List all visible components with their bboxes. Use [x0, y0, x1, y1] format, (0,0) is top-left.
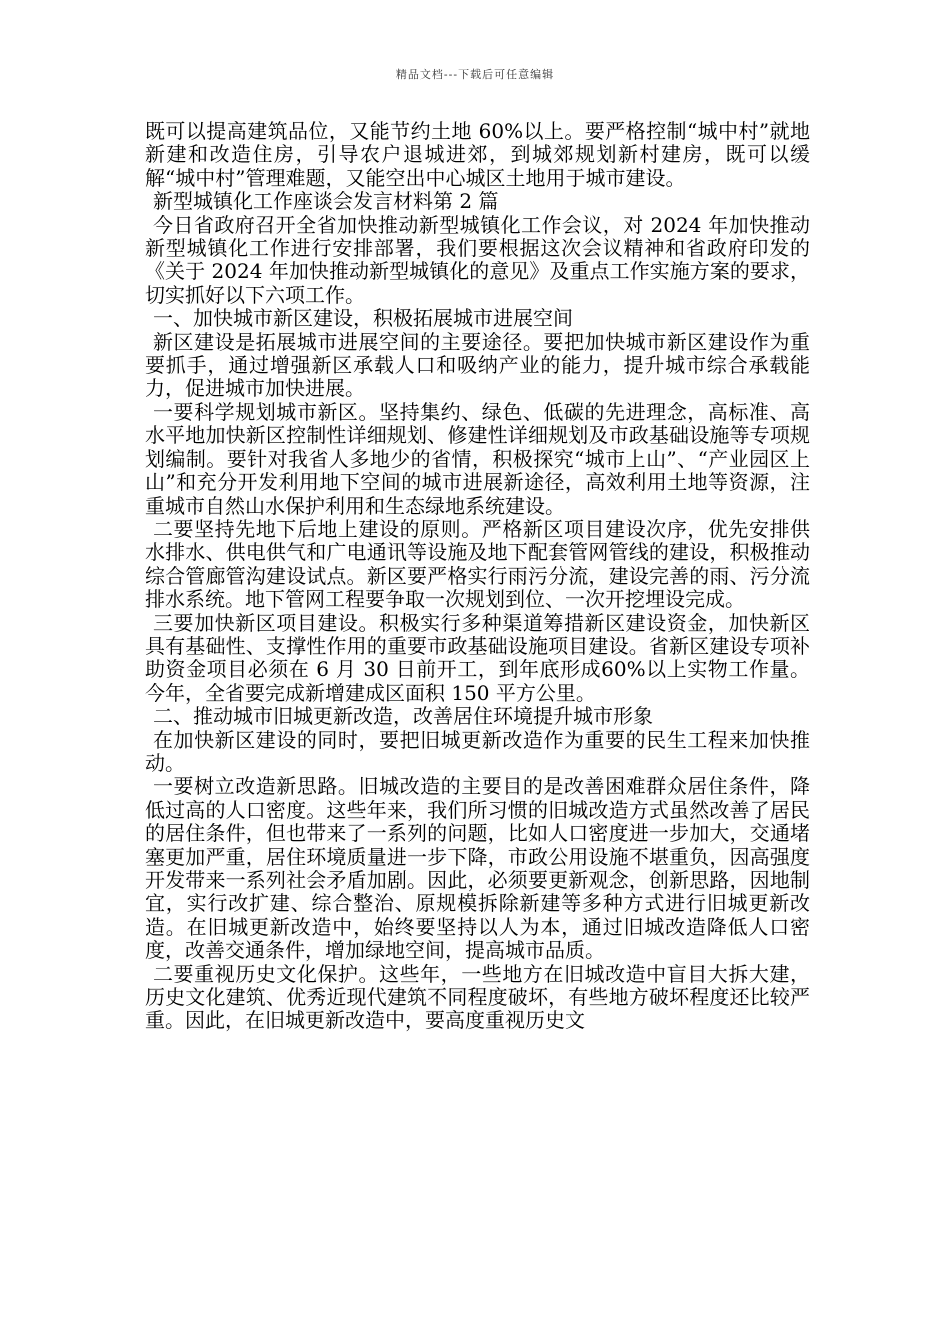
section-heading: 一、加快城市新区建设，积极拓展城市进展空间 [153, 306, 573, 331]
paragraph-continuation: 既可以提高建筑品位，又能节约土地 60%以上。要严格控制“城中村”就地新建和改造住房，引导农户退城进郊，到城郊规划新村建房，既可以缓解“城中村”管理难题，又能空出中心城区土地用于城市建设。 [145, 119, 810, 190]
paragraph: 一要科学规划城市新区。坚持集约、绿色、低碳的先进理念，高标准、高水平地加快新区控制性详细规划、修建性详细规划及市政基础设施等专项规划编制。要针对我省人多地少的省情，积极探究“城市上山”、“产业园区上山”和充分开发利用地下空间的城市进展新途径，高效利用土地等资源，注重城市自然山水保护利用和生态绿地系统建设。 [145, 399, 810, 518]
paragraph: 今日省政府召开全省加快推动新型城镇化工作会议，对 2024 年加快推动新型城镇化工作进行安排部署，我们要根据这次会议精神和省政府印发的《关于 2024 年加快推动新型城镇化的意见》及重点工作实施方案的要求，切实抓好以下六项工作。 [145, 212, 810, 307]
paragraph: 新区建设是拓展城市进展空间的主要途径。要把加快城市新区建设作为重要抓手，通过增强新区承载人口和吸纳产业的能力，提升城市综合承载能力，促进城市加快进展。 [145, 329, 810, 401]
section-title: 新型城镇化工作座谈会发言材料第 2 篇 [153, 189, 499, 214]
paragraph: 在加快新区建设的同时，要把旧城更新改造作为重要的民生工程来加快推动。 [145, 727, 810, 775]
paragraph: 三要加快新区项目建设。积极实行多种渠道筹措新区建设资金，加快新区具有基础性、支撑性作用的重要市政基础设施项目建设。省新区建设专项补助资金项目必须在 6 月 30 日前开工，到年底形成60%以上实物工作量。今年，全省要完成新增建成区面积 150 平方公里。 [145, 610, 810, 705]
section-heading: 二、推动城市旧城更新改造，改善居住环境提升城市形象 [153, 704, 653, 729]
page-header: 精品文档---下载后可任意编辑 [395, 68, 555, 81]
paragraph: 一要树立改造新思路。旧城改造的主要目的是改善困难群众居住条件，降低过高的人口密度。这些年来，我们所习惯的旧城改造方式虽然改善了居民的居住条件，但也带来了一系列的问题，比如人口密度进一步加大，交通堵塞更加严重，居住环境质量进一步下降，市政公用设施不堪重负，因高强度开发带来一系列社会矛盾加剧。因此，必须要更新观念，创新思路，因地制宜，实行改扩建、综合整治、原规模拆除新建等多种方式进行旧城更新改造。在旧城更新改造中，始终要坚持以人为本，通过旧城改造降低人口密度，改善交通条件，增加绿地空间，提高城市品质。 [145, 774, 810, 963]
paragraph: 二要重视历史文化保护。这些年，一些地方在旧城改造中盲目大拆大建，历史文化建筑、优秀近现代建筑不同程度破坏，有些地方破坏程度还比较严重。因此，在旧城更新改造中，要高度重视历史文 [145, 961, 810, 1033]
document-body [145, 120, 810, 1033]
paragraph: 二要坚持先地下后地上建设的原则。严格新区项目建设次序，优先安排供水排水、供电供气和广电通讯等设施及地下配套管网管线的建设，积极推动综合管廊管沟建设试点。新区要严格实行雨污分流，建设完善的雨、污分流排水系统。地下管网工程要争取一次规划到位、一次开挖埋设完成。 [145, 516, 810, 612]
